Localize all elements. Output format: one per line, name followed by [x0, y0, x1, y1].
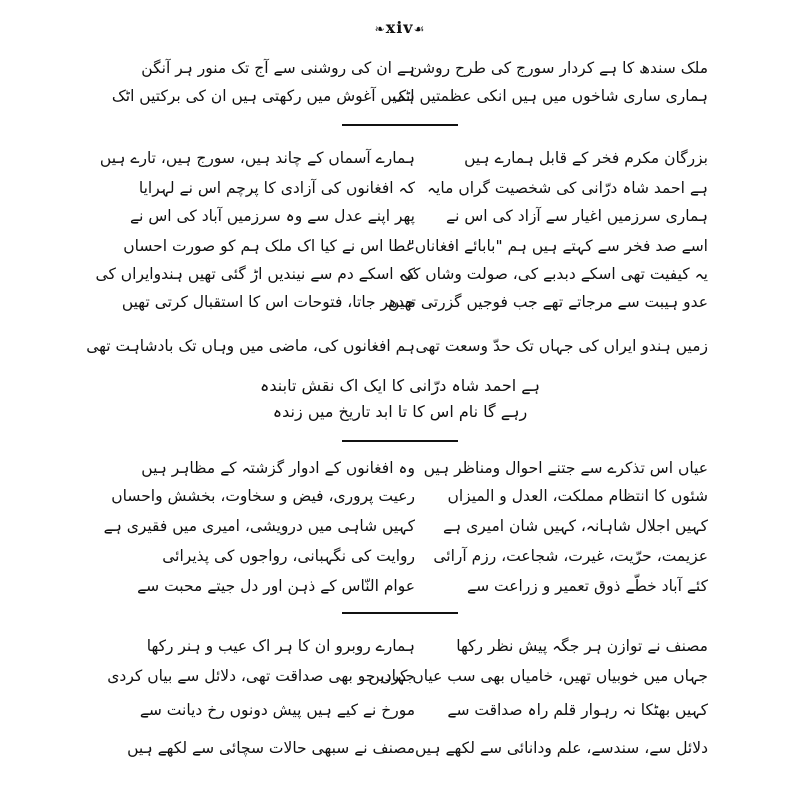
section-divider [342, 124, 458, 126]
verse-line: رعیت پروری، فیض و سخاوت، بخشش واحساں [111, 487, 415, 505]
verse-line: عدو ہیبت سے مرجاتے تھے جب فوجیں گزرتی تھیں [388, 293, 708, 311]
verse-line: ہمارے آسماں کے چاند ہیں، سورج ہیں، تارے ہیں [99, 149, 415, 167]
verse-line: زمیں ہندو ایراں کی جہاں تک حدّ وسعت تھی [415, 337, 708, 355]
verse-line: ہمیں آغوش میں رکھتی ہیں ان کی برکتیں اٹک [111, 87, 415, 105]
verse-line: ہم افغانوں کی، ماضی میں وہاں تک بادشاہت تھی [86, 337, 415, 355]
ornament-left-icon: ❧ [374, 22, 386, 36]
verse-line: مصنف نے سبھی حالات سچائی سے لکھے ہیں [127, 739, 415, 757]
verse-line: شئوں کا انتظام مملکت، العدل و المیزاں [447, 487, 708, 505]
verse-line: کہیں اجلال شاہانہ، کہیں شان امیری ہے [443, 517, 708, 535]
verse-line: عطا اس نے کیا اک ملک ہم کو صورت احساں [123, 237, 415, 255]
verse-line: عزیمت، حرّیت، غیرت، شجاعت، رزم آرائی [433, 547, 708, 565]
page-number [0, 18, 800, 37]
center-verse-line: ہے احمد شاہ درّانی کا ایک اک نقش تابندہ [260, 376, 540, 395]
verse-line: کہیں شاہی میں درویشی، امیری میں فقیری ہے [103, 517, 415, 535]
verse-line: عیاں اس تذکرے سے جتنے احوال ومناظر ہیں [423, 459, 708, 477]
verse-line: ہے ان کی روشنی سے آج تک منور ہر آنگن [141, 59, 415, 77]
page-number-text: xiv [385, 18, 414, 37]
verse-line: مصنف نے توازن ہر جگہ پیش نظر رکھا [456, 637, 708, 655]
center-verse-line: رہے گا نام اس کا تا ابد تاریخ میں زندہ [272, 402, 528, 421]
verse-line: کہ اسکے دم سے نیندیں اڑ گئی تھیں ہندوایراں کی [95, 265, 415, 283]
verse-line: کئے آباد خطّے ذوق تعمیر و زراعت سے [467, 577, 708, 595]
verse-line: عوام النّاس کے ذہن اور دل جیتے محبت سے [137, 577, 415, 595]
verse-line: مورخ نے کیے ہیں پیش دونوں رخ دیانت سے [139, 701, 415, 719]
verse-line: ہے احمد شاہ درّانی کی شخصیت گراں مایہ [426, 179, 708, 197]
verse-line: جہاں جو بھی صداقت تھی، دلائل سے بیاں کردی [107, 667, 415, 685]
verse-line: پھر اپنے عدل سے وہ سرزمیں آباد کی اس نے [130, 207, 415, 225]
section-divider [342, 612, 458, 614]
ornament-right-icon: ☙ [413, 22, 426, 36]
verse-line: ہمارے روبرو ان کا ہر اک عیب و ہنر رکھا [146, 637, 415, 655]
section-divider [342, 440, 458, 442]
verse-line: ملک سندھ کا ہے کردار سورج کی طرح روشن [410, 59, 708, 77]
verse-line: جدھر جاتا، فتوحات اس کا استقبال کرتی تھیں [121, 293, 415, 311]
verse-line: ہماری ساری شاخوں میں ہیں انکی عظمتیں اٹک [392, 87, 708, 105]
verse-line: ہماری سرزمیں اغیار سے آزاد کی اس نے [446, 207, 708, 225]
verse-line: جہاں میں خوبیاں تھیں، خامیاں بھی سب عیاں کردیں [368, 667, 708, 685]
verse-line: بزرگان مکرم فخر کے قابل ہمارے ہیں [464, 149, 708, 167]
verse-line: کہیں بھٹکا نہ رہوار قلم راہ صداقت سے [447, 701, 708, 719]
verse-line: دلائل سے، سندسے، علم ودانائی سے لکھے ہیں [414, 739, 708, 757]
verse-line: اسے صد فخر سے کہتے ہیں ہم "بابائے افغاناں" [407, 237, 708, 255]
verse-line: یہ کیفیت تھی اسکے دبدبے کی، صولت وشاں کی [400, 265, 708, 283]
verse-line: وہ افغانوں کے ادوار گزشتہ کے مظاہر ہیں [141, 459, 415, 477]
verse-line: روایت کی نگہبانی، رواجوں کی پذیرائی [162, 547, 415, 565]
verse-line: کہ افغانوں کی آزادی کا پرچم اس نے لہرایا [138, 179, 415, 197]
